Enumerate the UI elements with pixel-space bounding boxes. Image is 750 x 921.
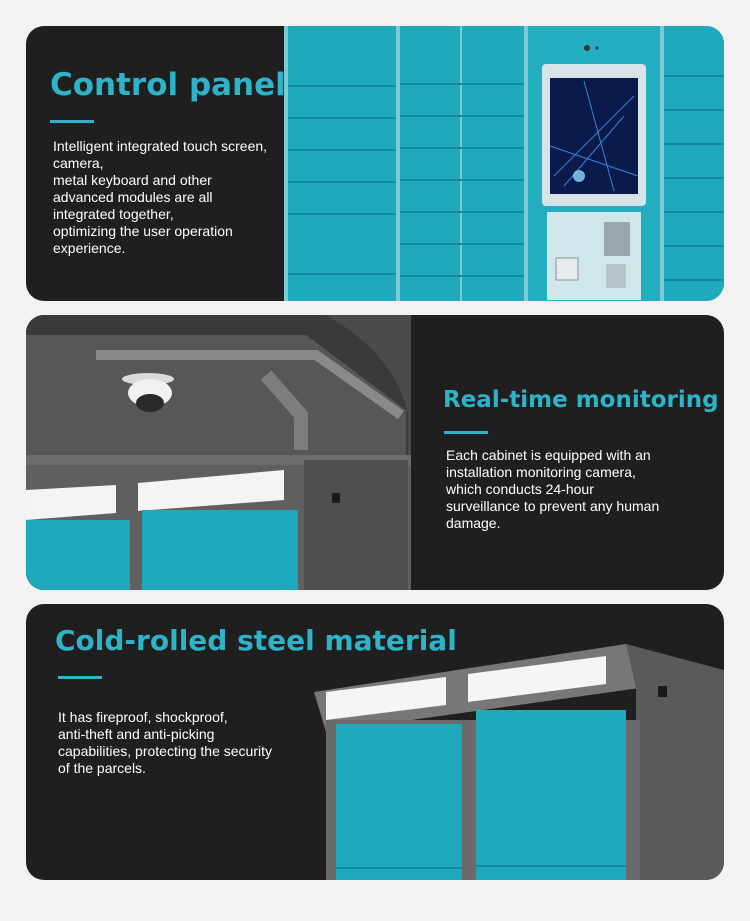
steel-material-card xyxy=(26,604,724,880)
description-line: capabilities, protecting the security xyxy=(58,743,272,759)
section-description xyxy=(58,709,308,777)
description-line: which conducts 24-hour xyxy=(446,481,594,497)
section-title: Control panel xyxy=(50,67,286,103)
locker-steel-image xyxy=(310,640,724,880)
title-underline xyxy=(444,431,488,434)
title-underline xyxy=(50,120,94,123)
control-panel-card xyxy=(26,26,724,301)
description-line: Each cabinet is equipped with an xyxy=(446,447,651,463)
locker-camera-image xyxy=(26,315,411,590)
locker-control-panel-image xyxy=(284,26,724,301)
section-title: Real-time monitoring xyxy=(443,387,719,413)
description-line: damage. xyxy=(446,515,501,531)
description-line: advanced modules are all xyxy=(53,189,213,205)
monitoring-card xyxy=(26,315,724,590)
description-line: of the parcels. xyxy=(58,760,146,776)
description-line: anti-theft and anti-picking xyxy=(58,726,215,742)
title-underline xyxy=(58,676,102,679)
description-line: metal keyboard and other xyxy=(53,172,212,188)
description-line: optimizing the user operation xyxy=(53,223,233,239)
description-line: Intelligent integrated touch screen, xyxy=(53,138,268,154)
description-line: camera, xyxy=(53,155,104,171)
section-description xyxy=(446,447,706,532)
section-description xyxy=(53,138,293,257)
description-line: integrated together, xyxy=(53,206,174,222)
description-line: experience. xyxy=(53,240,126,256)
description-line: It has fireproof, shockproof, xyxy=(58,709,228,725)
description-line: installation monitoring camera, xyxy=(446,464,636,480)
description-line: surveillance to prevent any human xyxy=(446,498,660,514)
section-title: Cold-rolled steel material xyxy=(55,624,457,657)
